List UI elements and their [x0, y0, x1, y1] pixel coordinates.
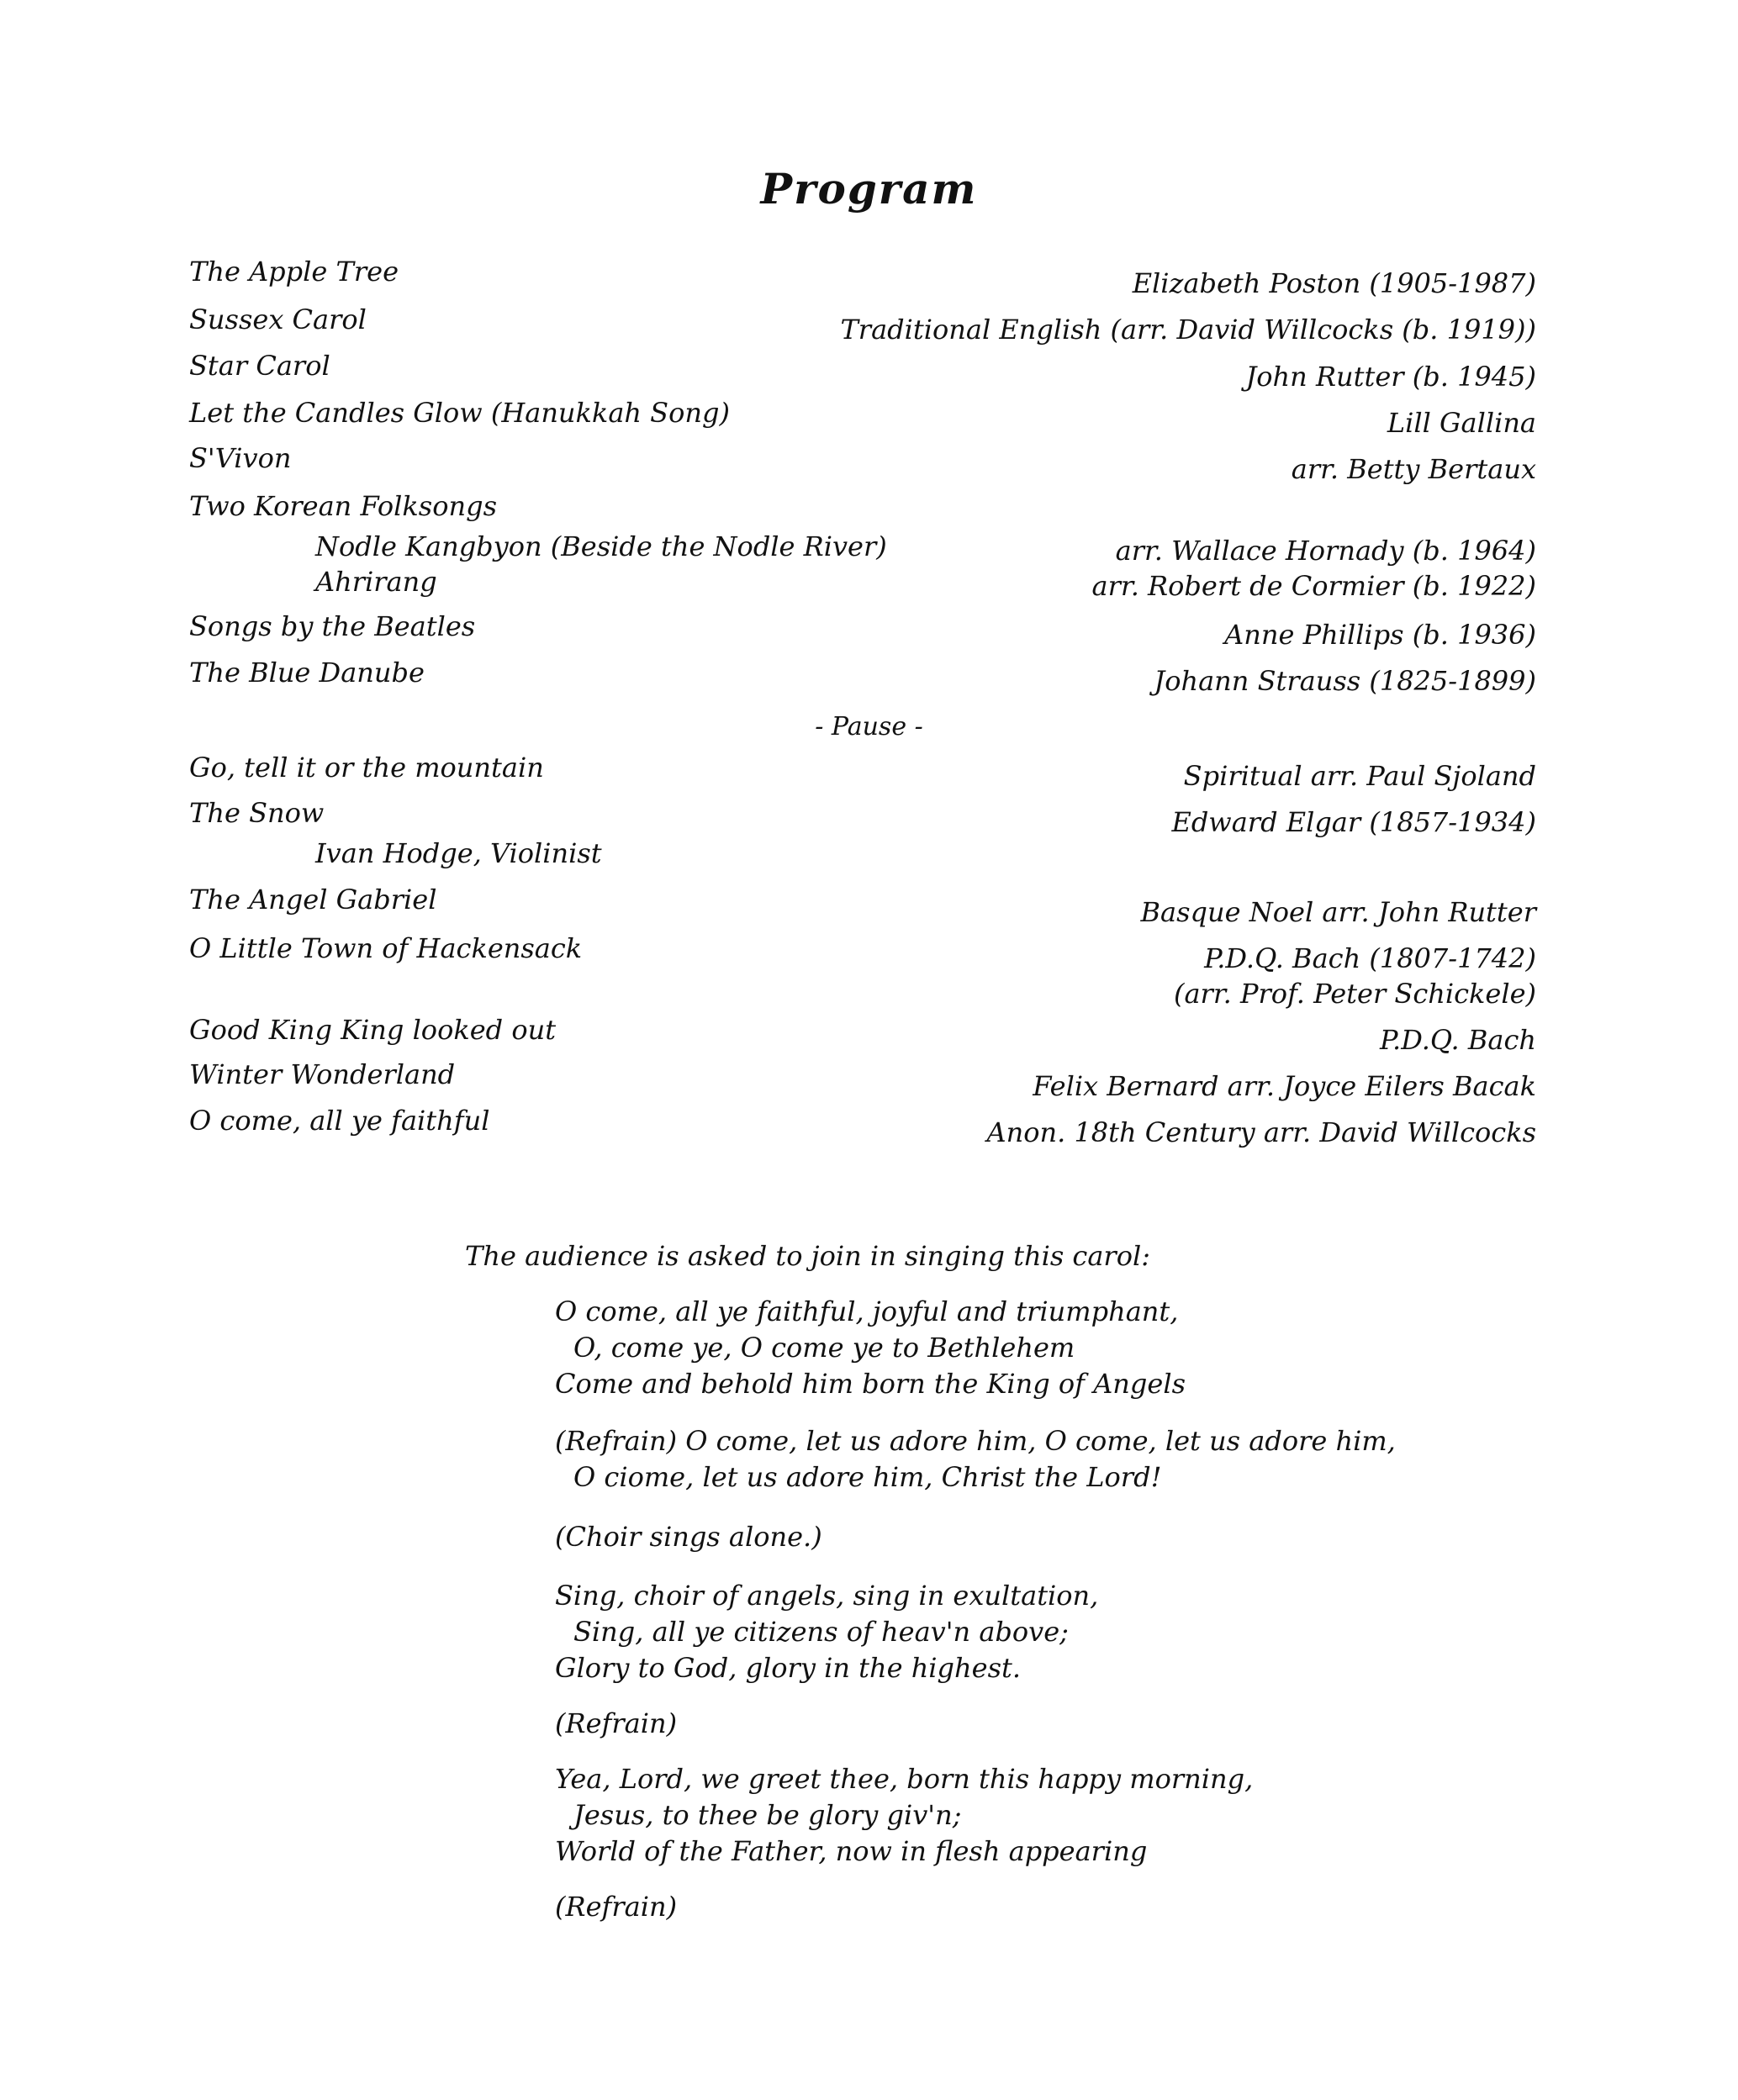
composer: Edward Elgar (1857-1934): [1171, 806, 1536, 838]
piece-title: The Angel Gabriel: [189, 884, 437, 915]
composer: Johann Strauss (1825-1899): [1154, 665, 1536, 697]
composer: Traditional English (arr. David Willcocks (b. 1919)): [840, 314, 1536, 346]
piece-title: Ahrirang: [315, 566, 437, 598]
composer: Elizabeth Poston (1905-1987): [1132, 267, 1536, 299]
carol-line: O come, all ye faithful, joyful and triumphant,: [555, 1295, 1179, 1327]
piece-title: Good King King looked out: [189, 1014, 557, 1046]
carol-line: Jesus, to thee be glory giv'n;: [573, 1799, 962, 1831]
piece-title: Go, tell it or the mountain: [189, 752, 544, 784]
composer: arr. Betty Bertaux: [1291, 453, 1536, 485]
carol-line: O ciome, let us adore him, Christ the Lord!: [573, 1461, 1162, 1493]
arranger-note: (arr. Prof. Peter Schickele): [1173, 978, 1536, 1010]
composer: arr. Robert de Cormier (b. 1922): [1091, 570, 1536, 602]
composer: John Rutter (b. 1945): [1245, 361, 1536, 393]
composer: Anon. 18th Century arr. David Willcocks: [986, 1116, 1536, 1148]
pause-label: - Pause -: [815, 712, 923, 741]
composer: Lill Gallina: [1387, 407, 1536, 439]
carol-line: Glory to God, glory in the highest.: [555, 1652, 1022, 1684]
composer: Felix Bernard arr. Joyce Eilers Bacak: [1033, 1070, 1536, 1102]
piece-title: Sussex Carol: [189, 303, 367, 335]
composer: Basque Noel arr. John Rutter: [1140, 896, 1536, 928]
piece-title: Songs by the Beatles: [189, 610, 476, 642]
performer-credit: Ivan Hodge, Violinist: [315, 837, 602, 869]
piece-heading: Two Korean Folksongs: [189, 490, 497, 522]
piece-title: O come, all ye faithful: [189, 1105, 490, 1137]
carol-line: O, come ye, O come ye to Bethlehem: [573, 1332, 1075, 1364]
piece-title: O Little Town of Hackensack: [189, 932, 583, 964]
carol-line: Come and behold him born the King of Angels: [555, 1368, 1186, 1400]
piece-title: Star Carol: [189, 350, 330, 382]
piece-title: Let the Candles Glow (Hanukkah Song): [189, 397, 730, 429]
carol-line: (Refrain): [555, 1891, 678, 1923]
carol-line: (Refrain): [555, 1707, 678, 1739]
piece-title: Winter Wonderland: [189, 1058, 456, 1090]
piece-title: The Blue Danube: [189, 657, 425, 689]
composer: P.D.Q. Bach: [1379, 1024, 1536, 1056]
piece-title: The Apple Tree: [189, 256, 399, 288]
carol-line: Sing, choir of angels, sing in exultation,: [555, 1580, 1099, 1612]
carol-line: Sing, all ye citizens of heav'n above;: [573, 1616, 1069, 1648]
piece-title: S'Vivon: [189, 442, 292, 474]
carol-line: (Refrain) O come, let us adore him, O come, let us adore him,: [555, 1425, 1396, 1457]
audience-intro: The audience is asked to join in singing this carol:: [465, 1240, 1150, 1272]
piece-title: Nodle Kangbyon (Beside the Nodle River): [315, 530, 887, 562]
composer: Spiritual arr. Paul Sjoland: [1183, 760, 1536, 792]
carol-line: World of the Father, now in flesh appearing: [555, 1835, 1148, 1867]
page-title: Program: [760, 164, 978, 214]
carol-line: (Choir sings alone.): [555, 1521, 822, 1553]
composer: Anne Phillips (b. 1936): [1224, 619, 1536, 651]
carol-line: Yea, Lord, we greet thee, born this happy morning,: [555, 1763, 1254, 1795]
piece-title: The Snow: [189, 797, 325, 829]
composer: arr. Wallace Hornady (b. 1964): [1115, 535, 1536, 567]
composer: P.D.Q. Bach (1807-1742): [1204, 942, 1536, 974]
